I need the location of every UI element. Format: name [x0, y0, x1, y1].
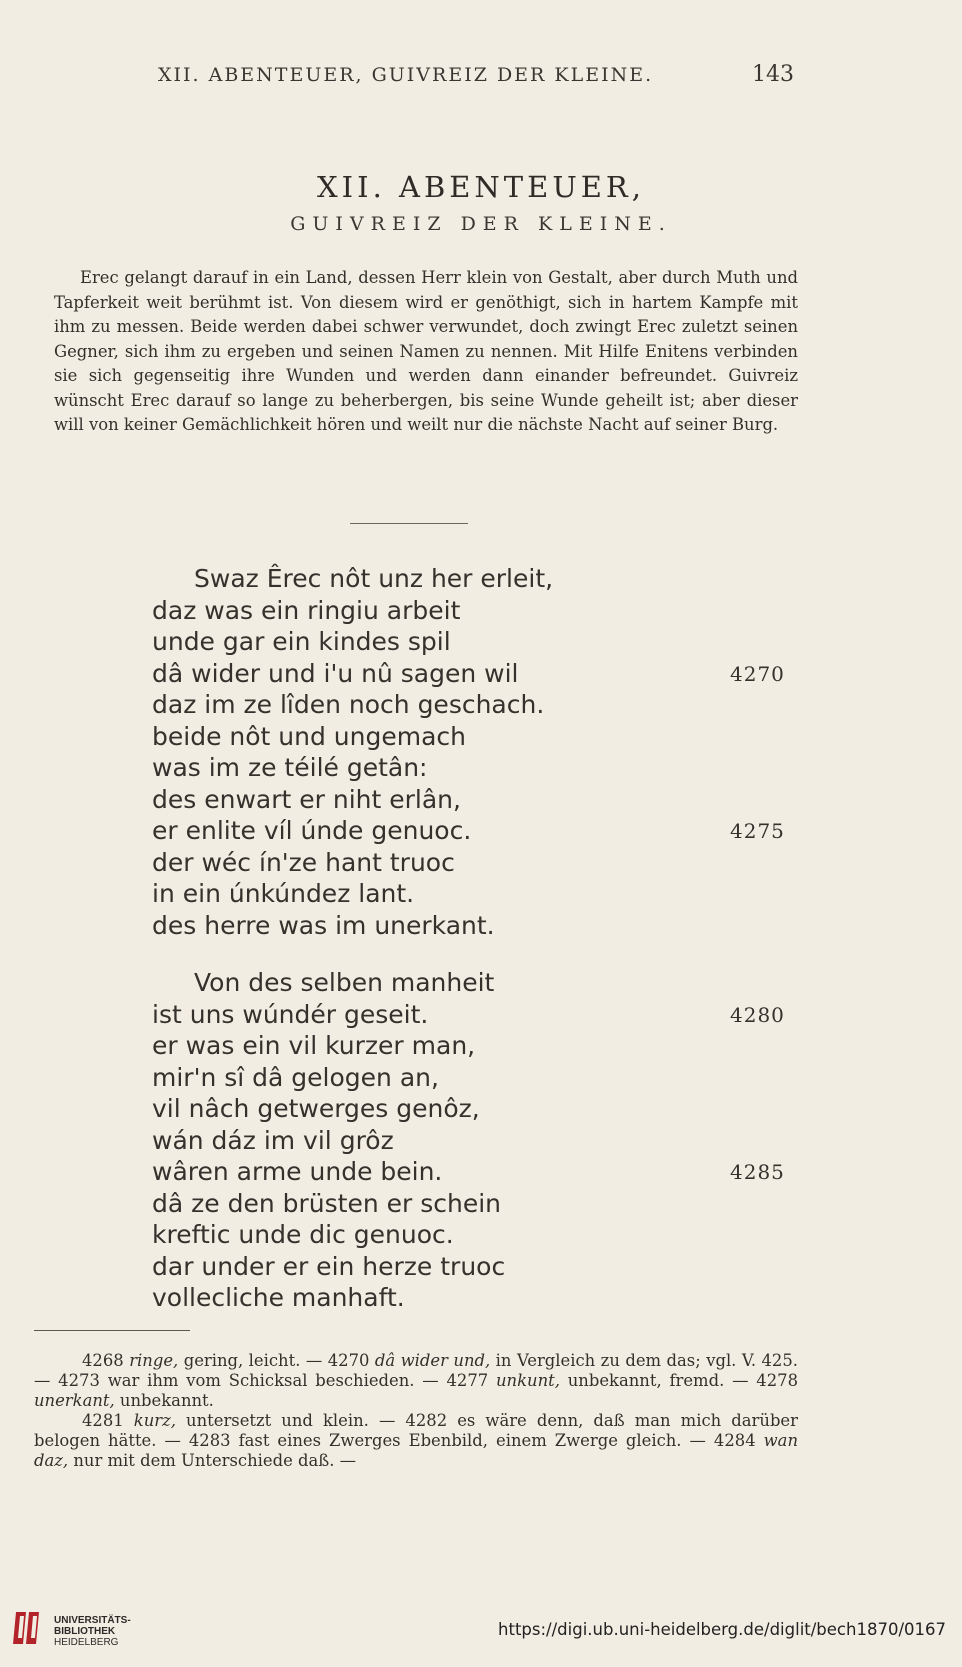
running-head: XII. ABENTEUER, GUIVREIZ DER KLEINE.	[158, 64, 654, 86]
verse-line	[152, 968, 494, 999]
verse-line	[152, 1063, 439, 1094]
chapter-title: XII. ABENTEUER,	[317, 170, 645, 204]
verse-text: daz was ein ringiu arbeit	[152, 595, 461, 625]
verse-text: wán dáz im vil grôz	[152, 1125, 394, 1155]
verse-line	[152, 1283, 405, 1314]
footnote-lemma: kurz,	[133, 1411, 176, 1430]
verse-line	[152, 911, 495, 942]
verse-text: in ein únkúndez lant.	[152, 879, 415, 908]
footnote-lemma: dâ wider und,	[374, 1351, 491, 1370]
library-logo[interactable]	[10, 1608, 210, 1654]
verse-line	[152, 785, 461, 816]
verse-text: daz im ze lîden noch geschach.	[152, 690, 545, 719]
library-name	[54, 1615, 131, 1648]
library-seal-icon	[10, 1608, 48, 1648]
footnotes	[34, 1351, 798, 1471]
verse-line	[152, 848, 455, 879]
verse-text: des herre was im unerkant.	[152, 910, 495, 940]
verse-line	[152, 1000, 428, 1031]
verse-text: vil nâch getwerges genôz,	[152, 1094, 480, 1123]
footnote-text: 4268	[82, 1351, 130, 1370]
logo-line: UNIVERSITÄTS-	[54, 1615, 131, 1626]
chapter-summary	[54, 266, 798, 438]
footnote-text: unbekannt, fremd. — 4278	[559, 1371, 798, 1390]
footnote-text: untersetzt und klein. — 4282 es wäre denn, daß man mich darüber belogen hätte. — 4283 fast eines Zwerges Ebenbild, einem Zwerge gleich. — 4284	[34, 1411, 798, 1450]
verse-text: Von des selben manheit	[194, 968, 495, 997]
footnote-text: unbekannt.	[114, 1391, 214, 1410]
verse-text: ist uns wúndér geseit.	[152, 999, 429, 1029]
chapter-subtitle: GUIVREIZ DER KLEINE.	[290, 213, 672, 235]
verse-line	[152, 1189, 501, 1220]
line-number: 4280	[730, 1002, 785, 1027]
verse-line	[152, 816, 471, 847]
footnote-lemma: unerkant,	[34, 1391, 115, 1410]
verse-line	[152, 722, 466, 753]
verse-text: vollecliche manhaft.	[152, 1283, 405, 1312]
summary-paragraph: Erec gelangt darauf in ein Land, dessen Herr klein von Gestalt, aber durch Muth und Tapferkeit weit berühmt ist. Von diesem wird er genöthigt, sich in hartem Kampfe mit ihm zu messen. Beide werden dabei schwer verwundet, doch zwingt Erec zuletzt seinen Gegner, sich ihm zu ergeben und seinen Namen zu nennen. Mit Hilfe Enitens verbinden sie sich gegenseitig ihre Wunden und werden dann einander befreundet. Guivreiz wünscht Erec darauf so lange zu beherbergen, bis seine Wunde geheilt ist; aber dieser will von keiner Gemächlichkeit hören und weilt nur die nächste Nacht auf seiner Burg.	[54, 268, 798, 434]
footnote-text: gering, leicht. — 4270	[178, 1351, 375, 1370]
verse-text: was im ze téilé getân:	[152, 753, 428, 782]
footnote-paragraph	[34, 1351, 798, 1411]
verse-text: unde gar ein kindes spil	[152, 627, 451, 656]
verse-text: wâren arme unde bein.	[152, 1157, 443, 1186]
verse-text: dâ wider und i'u nû sagen wil	[152, 658, 519, 688]
verse-line	[152, 659, 518, 690]
verse-line	[152, 1220, 454, 1251]
verse-line	[152, 1094, 480, 1125]
verse-text: dar under er ein herze truoc	[152, 1251, 506, 1281]
footnote-divider	[34, 1330, 190, 1331]
footnote-paragraph	[34, 1411, 798, 1471]
verse-line	[152, 627, 451, 658]
verse-text: des enwart er niht erlân,	[152, 784, 461, 814]
verse-text: mir'n sî dâ gelogen an,	[152, 1062, 439, 1092]
verse-text: kreftic unde dic genuoc.	[152, 1220, 454, 1249]
section-divider	[350, 523, 468, 524]
verse-line	[152, 1031, 475, 1062]
verse-line	[152, 1126, 394, 1157]
footnote-lemma: wan daz,	[34, 1431, 798, 1470]
verse-text: dâ ze den brüsten er schein	[152, 1188, 502, 1218]
verse-line	[152, 690, 544, 721]
footnote-lemma: unkunt,	[495, 1371, 560, 1390]
footnote-text: nur mit dem Unterschiede daß. —	[68, 1451, 357, 1470]
line-number: 4275	[730, 819, 785, 843]
verse-line	[152, 879, 414, 910]
footnote-text: 4281	[82, 1411, 134, 1430]
verse-text: Swaz Êrec nôt unz her erleit,	[194, 564, 554, 593]
verse-line	[152, 753, 427, 784]
footnote-lemma: ringe,	[129, 1351, 179, 1370]
logo-line: BIBLIOTHEK	[54, 1626, 116, 1637]
verse-text: der wéc ín'ze hant truoc	[152, 847, 455, 877]
verse-line	[152, 564, 553, 595]
logo-line: HEIDELBERG	[54, 1637, 119, 1648]
verse-line	[152, 1252, 505, 1283]
verse-text: er was ein vil kurzer man,	[152, 1031, 476, 1060]
verse-text: beide nôt und ungemach	[152, 721, 466, 751]
line-number: 4285	[730, 1160, 785, 1184]
line-number: 4270	[730, 661, 785, 686]
verse-text: er enlite víl únde genuoc.	[152, 816, 472, 845]
footnote-text: in Vergleich zu dem das; vgl. V. 425. — 4273 war ihm vom Schicksal beschieden. — 4277	[34, 1351, 798, 1390]
page-number: 143	[752, 62, 794, 87]
source-url-link[interactable]: https://digi.ub.uni-heidelberg.de/diglit/bech1870/0167	[498, 1620, 946, 1639]
verse-line	[152, 1157, 442, 1188]
verse-line	[152, 596, 460, 627]
